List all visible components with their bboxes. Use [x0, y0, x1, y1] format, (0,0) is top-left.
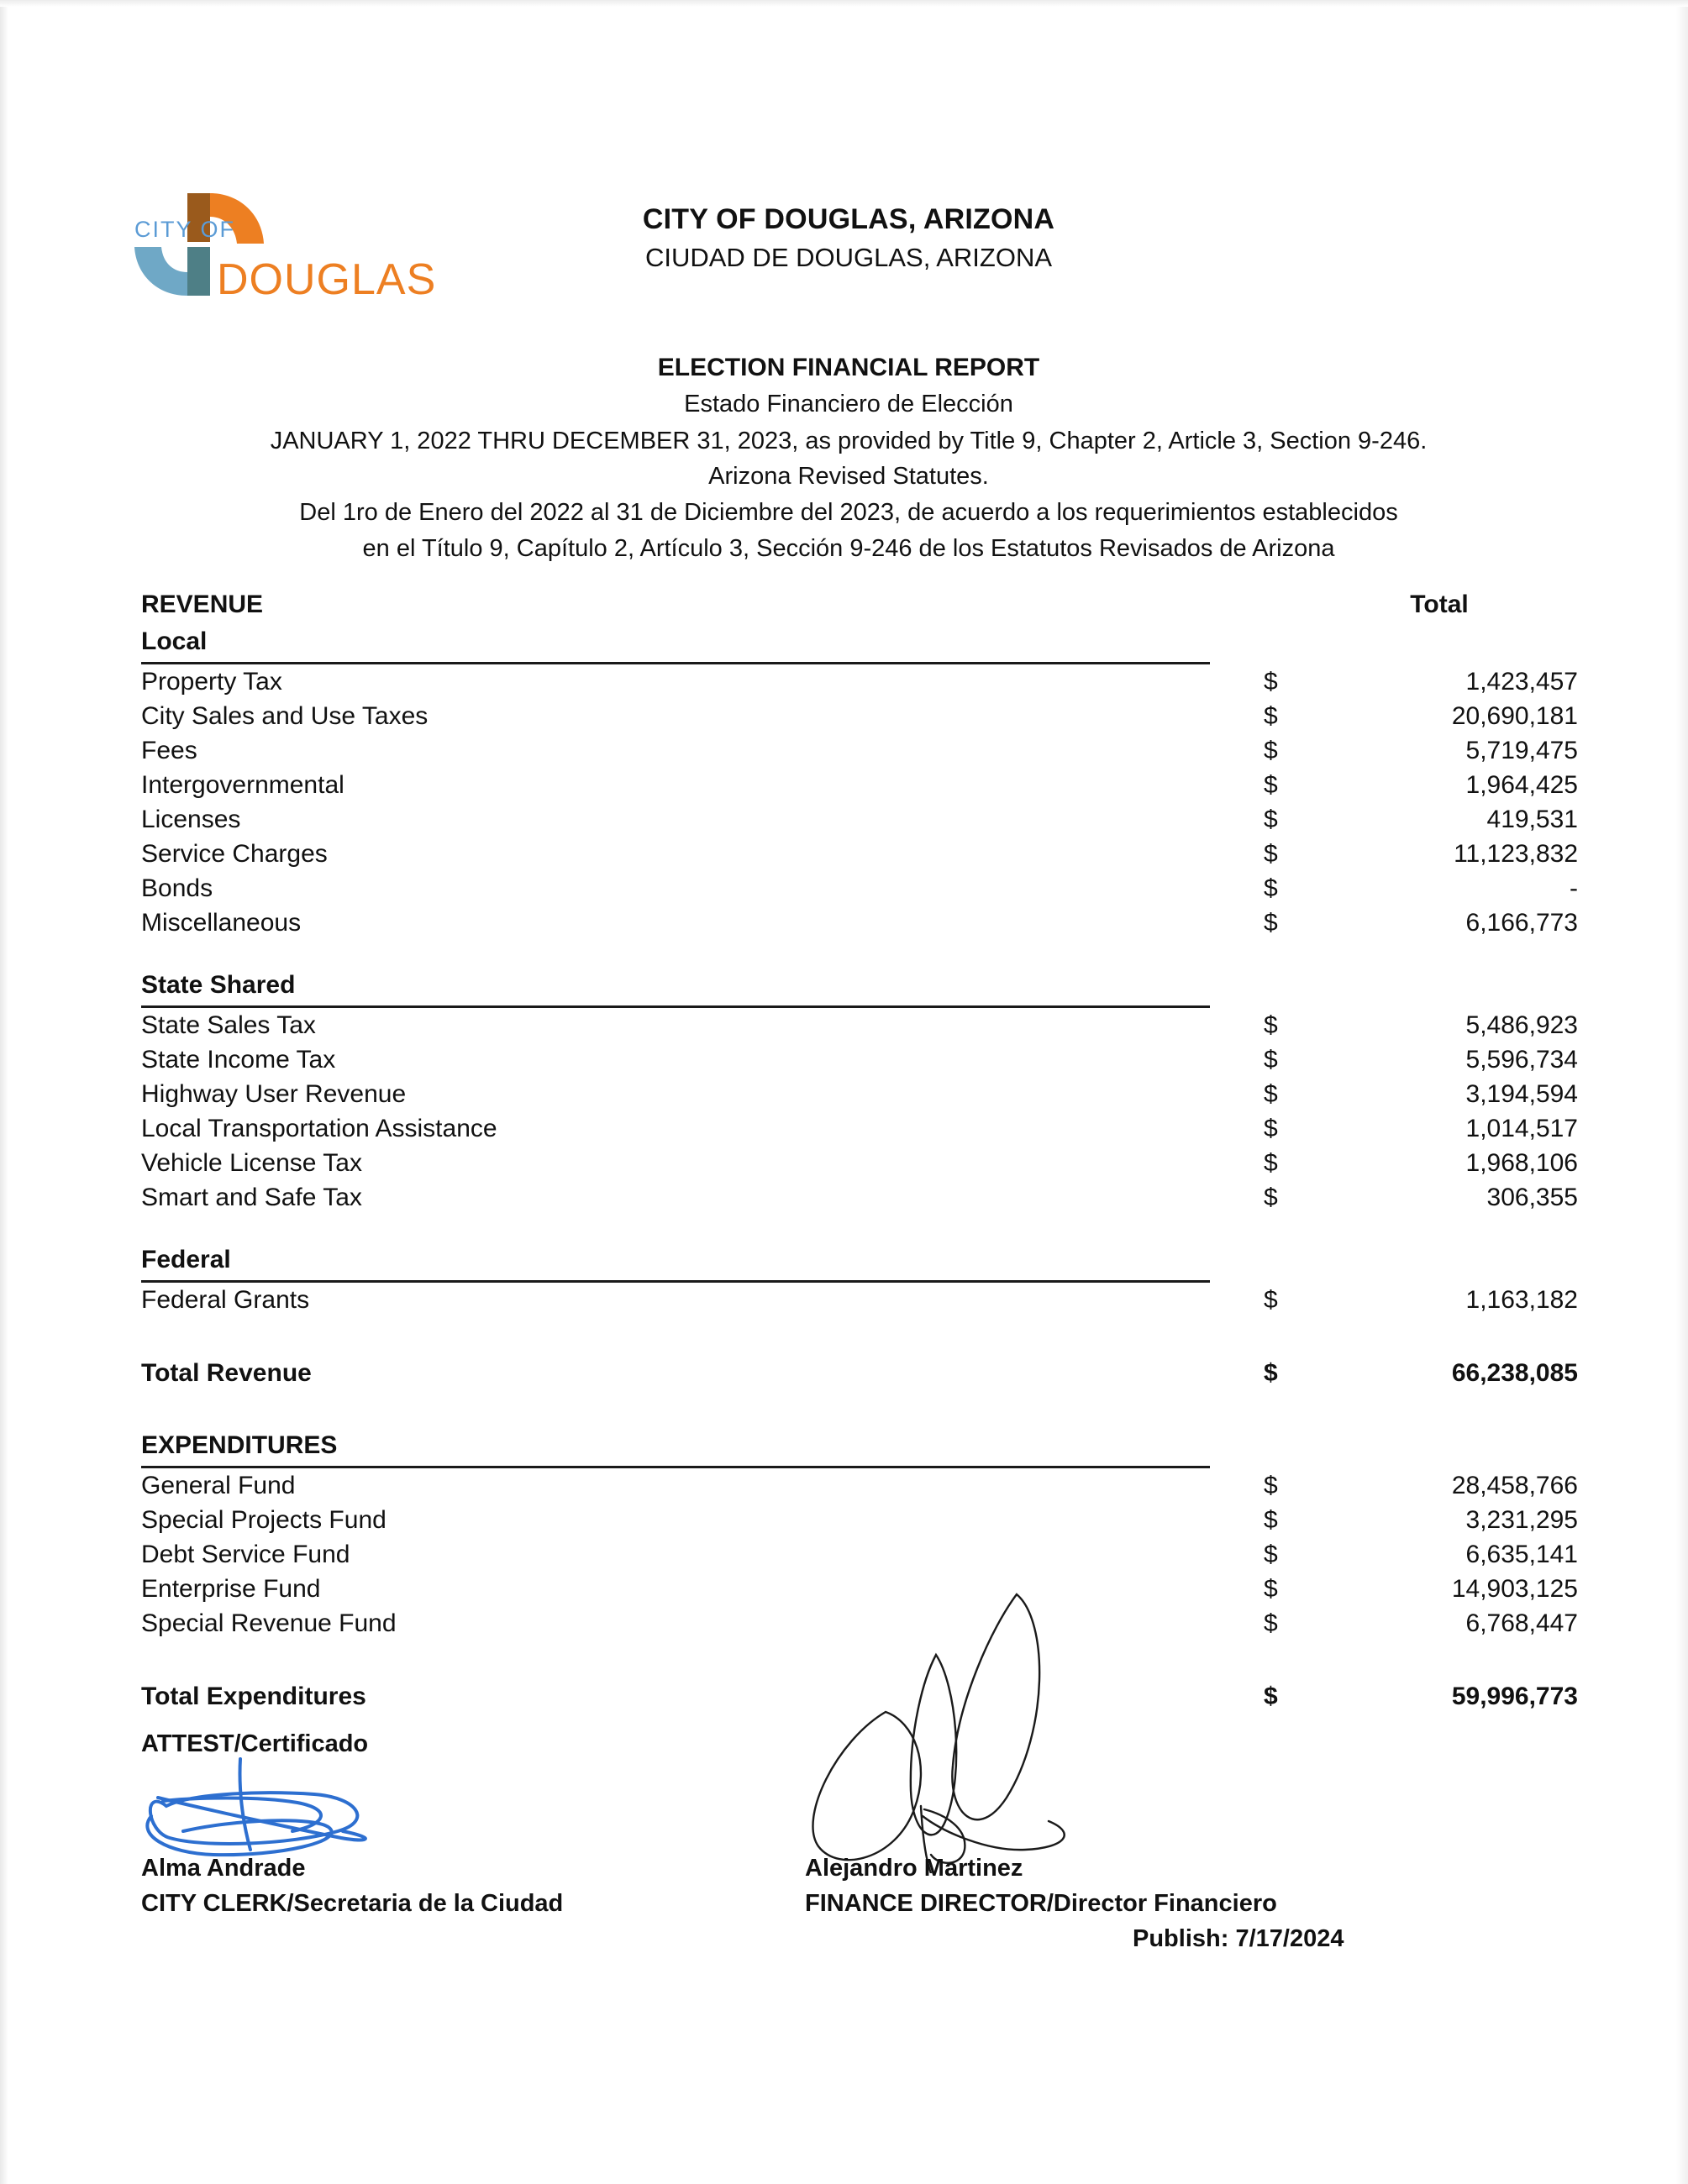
total-revenue-currency: $: [1264, 1359, 1278, 1387]
spacer: [141, 1390, 1570, 1429]
report-statute-line-es-2: en el Título 9, Capítulo 2, Artículo 3, Sección 9-246 de los Estatutos Revisados de Arizona: [362, 535, 1335, 563]
row-currency: $: [1264, 702, 1278, 730]
row-currency: $: [1264, 737, 1278, 764]
row-label: Miscellaneous: [141, 909, 302, 937]
table-row: [141, 871, 1578, 906]
row-label: Special Revenue Fund: [141, 1609, 397, 1637]
row-label: City Sales and Use Taxes: [141, 702, 429, 730]
row-amount: 11,123,832: [1454, 840, 1578, 868]
row-label: Special Projects Fund: [141, 1506, 387, 1534]
table-row: [141, 1111, 1578, 1146]
logo-city-of-text: CITY OF: [134, 217, 236, 242]
finance-signature-icon: [797, 1520, 1082, 1873]
clerk-name: Alma Andrade: [141, 1855, 306, 1882]
row-label: Debt Service Fund: [141, 1541, 350, 1568]
total-revenue-row: [141, 1356, 1578, 1390]
row-amount: 1,968,106: [1465, 1149, 1578, 1177]
row-currency: $: [1264, 874, 1278, 902]
row-label: Federal Grants: [141, 1286, 310, 1314]
table-row: [141, 1077, 1578, 1111]
row-amount: 14,903,125: [1451, 1575, 1578, 1603]
row-currency: $: [1264, 1472, 1278, 1499]
section-label-state-shared: State Shared: [141, 971, 296, 999]
scan-edge-right: [1676, 0, 1688, 2184]
table-row: [141, 1146, 1578, 1180]
row-amount: 5,596,734: [1465, 1046, 1578, 1074]
report-header: [134, 349, 1563, 567]
report-statute-line-en-2: Arizona Revised Statutes.: [708, 463, 989, 491]
revenue-heading: REVENUE: [141, 591, 264, 618]
table-row: [141, 802, 1578, 837]
expenditures-heading-row: [141, 1429, 1570, 1466]
row-currency: $: [1264, 771, 1278, 799]
row-currency: $: [1264, 668, 1278, 696]
row-amount: 5,719,475: [1465, 737, 1578, 764]
row-currency: $: [1264, 909, 1278, 937]
section-heading-federal: [141, 1243, 1570, 1280]
row-currency: $: [1264, 1080, 1278, 1108]
section-label-federal: Federal: [141, 1246, 231, 1273]
table-row: [141, 837, 1578, 871]
publish-date: Publish: 7/17/2024: [1133, 1925, 1344, 1952]
title-spanish: CIUDAD DE DOUGLAS, ARIZONA: [644, 242, 1053, 272]
attest-label: ATTEST/Certificado: [141, 1730, 369, 1757]
row-label: Intergovernmental: [141, 771, 344, 799]
logo-graphic: [134, 186, 521, 304]
table-row: [141, 906, 1578, 940]
clerk-signature-icon: [133, 1754, 469, 1863]
total-revenue-amount: 66,238,085: [1451, 1359, 1578, 1387]
row-currency: $: [1264, 1541, 1278, 1568]
row-amount: 6,635,141: [1465, 1541, 1578, 1568]
row-amount: -: [1570, 874, 1578, 902]
clerk-title: CITY CLERK/Secretaria de la Ciudad: [141, 1890, 564, 1917]
table-row: [141, 664, 1578, 699]
row-label: State Income Tax: [141, 1046, 336, 1074]
row-currency: $: [1264, 1046, 1278, 1074]
row-amount: 419,531: [1486, 806, 1578, 833]
row-label: Vehicle License Tax: [141, 1149, 362, 1177]
row-amount: 1,423,457: [1465, 668, 1578, 696]
table-row: [141, 1468, 1578, 1503]
row-amount: 1,163,182: [1465, 1286, 1578, 1314]
row-currency: $: [1264, 1184, 1278, 1211]
row-label: Fees: [141, 737, 197, 764]
table-row: [141, 1042, 1578, 1077]
row-label: Local Transportation Assistance: [141, 1115, 497, 1142]
row-currency: $: [1264, 806, 1278, 833]
table-row: [141, 1180, 1578, 1215]
row-amount: 28,458,766: [1451, 1472, 1578, 1499]
row-label: Highway User Revenue: [141, 1080, 407, 1108]
scan-edge-top: [0, 0, 1688, 7]
row-amount: 1,964,425: [1465, 771, 1578, 799]
row-currency: $: [1264, 1575, 1278, 1603]
row-label: Bonds: [141, 874, 213, 902]
row-label: Enterprise Fund: [141, 1575, 321, 1603]
expenditures-heading: EXPENDITURES: [141, 1431, 338, 1459]
section-label-local: Local: [141, 627, 208, 655]
row-currency: $: [1264, 1609, 1278, 1637]
row-label: General Fund: [141, 1472, 296, 1499]
row-currency: $: [1264, 1011, 1278, 1039]
table-row: [141, 1283, 1578, 1317]
row-currency: $: [1264, 1286, 1278, 1314]
finance-director-title: FINANCE DIRECTOR/Director Financiero: [805, 1890, 1277, 1917]
total-expenditures-currency: $: [1264, 1683, 1278, 1710]
spacer: [141, 940, 1570, 969]
row-amount: 20,690,181: [1451, 702, 1578, 730]
row-label: Licenses: [141, 806, 241, 833]
spacer: [141, 1317, 1570, 1356]
row-label: Property Tax: [141, 668, 282, 696]
row-currency: $: [1264, 1506, 1278, 1534]
signature-area: [141, 1730, 1570, 2033]
title-english: CITY OF DOUGLAS, ARIZONA: [642, 203, 1055, 235]
row-currency: $: [1264, 1149, 1278, 1177]
row-amount: 306,355: [1486, 1184, 1578, 1211]
row-amount: 6,166,773: [1465, 909, 1578, 937]
section-heading-state-shared: [141, 969, 1570, 1005]
section-heading-local: [141, 625, 1570, 662]
report-title: ELECTION FINANCIAL REPORT: [657, 354, 1040, 381]
table-row: [141, 733, 1578, 768]
row-amount: 6,768,447: [1465, 1609, 1578, 1637]
total-expenditures-amount: 59,996,773: [1451, 1683, 1578, 1710]
table-row: [141, 1008, 1578, 1042]
revenue-heading-row: [141, 588, 1570, 625]
city-of-douglas-logo: [134, 186, 521, 304]
total-revenue-label: Total Revenue: [141, 1359, 312, 1387]
row-label: Smart and Safe Tax: [141, 1184, 362, 1211]
finance-director-name: Alejandro Martinez: [805, 1855, 1023, 1882]
report-statute-line-es-1: Del 1ro de Enero del 2022 al 31 de Diciembre del 2023, de acuerdo a los requerimientos establecidos: [299, 499, 1398, 527]
row-label: State Sales Tax: [141, 1011, 316, 1039]
table-row: [141, 699, 1578, 733]
row-amount: 3,231,295: [1465, 1506, 1578, 1534]
table-row: [141, 768, 1578, 802]
total-expenditures-label: Total Expenditures: [141, 1683, 366, 1710]
row-currency: $: [1264, 1115, 1278, 1142]
report-subtitle: Estado Financiero de Elección: [684, 391, 1013, 417]
row-amount: 3,194,594: [1465, 1080, 1578, 1108]
row-currency: $: [1264, 840, 1278, 868]
row-amount: 1,014,517: [1465, 1115, 1578, 1142]
row-label: Service Charges: [141, 840, 328, 868]
row-amount: 5,486,923: [1465, 1011, 1578, 1039]
total-column-header: Total: [1410, 591, 1469, 618]
document-title-block: [588, 202, 1109, 275]
report-statute-line-en-1: JANUARY 1, 2022 THRU DECEMBER 31, 2023, as provided by Title 9, Chapter 2, Article 3, Section 9-246.: [270, 427, 1428, 454]
scan-edge-left: [0, 0, 8, 2184]
logo-douglas-text: DOUGLAS: [217, 255, 437, 304]
spacer: [141, 1215, 1570, 1243]
